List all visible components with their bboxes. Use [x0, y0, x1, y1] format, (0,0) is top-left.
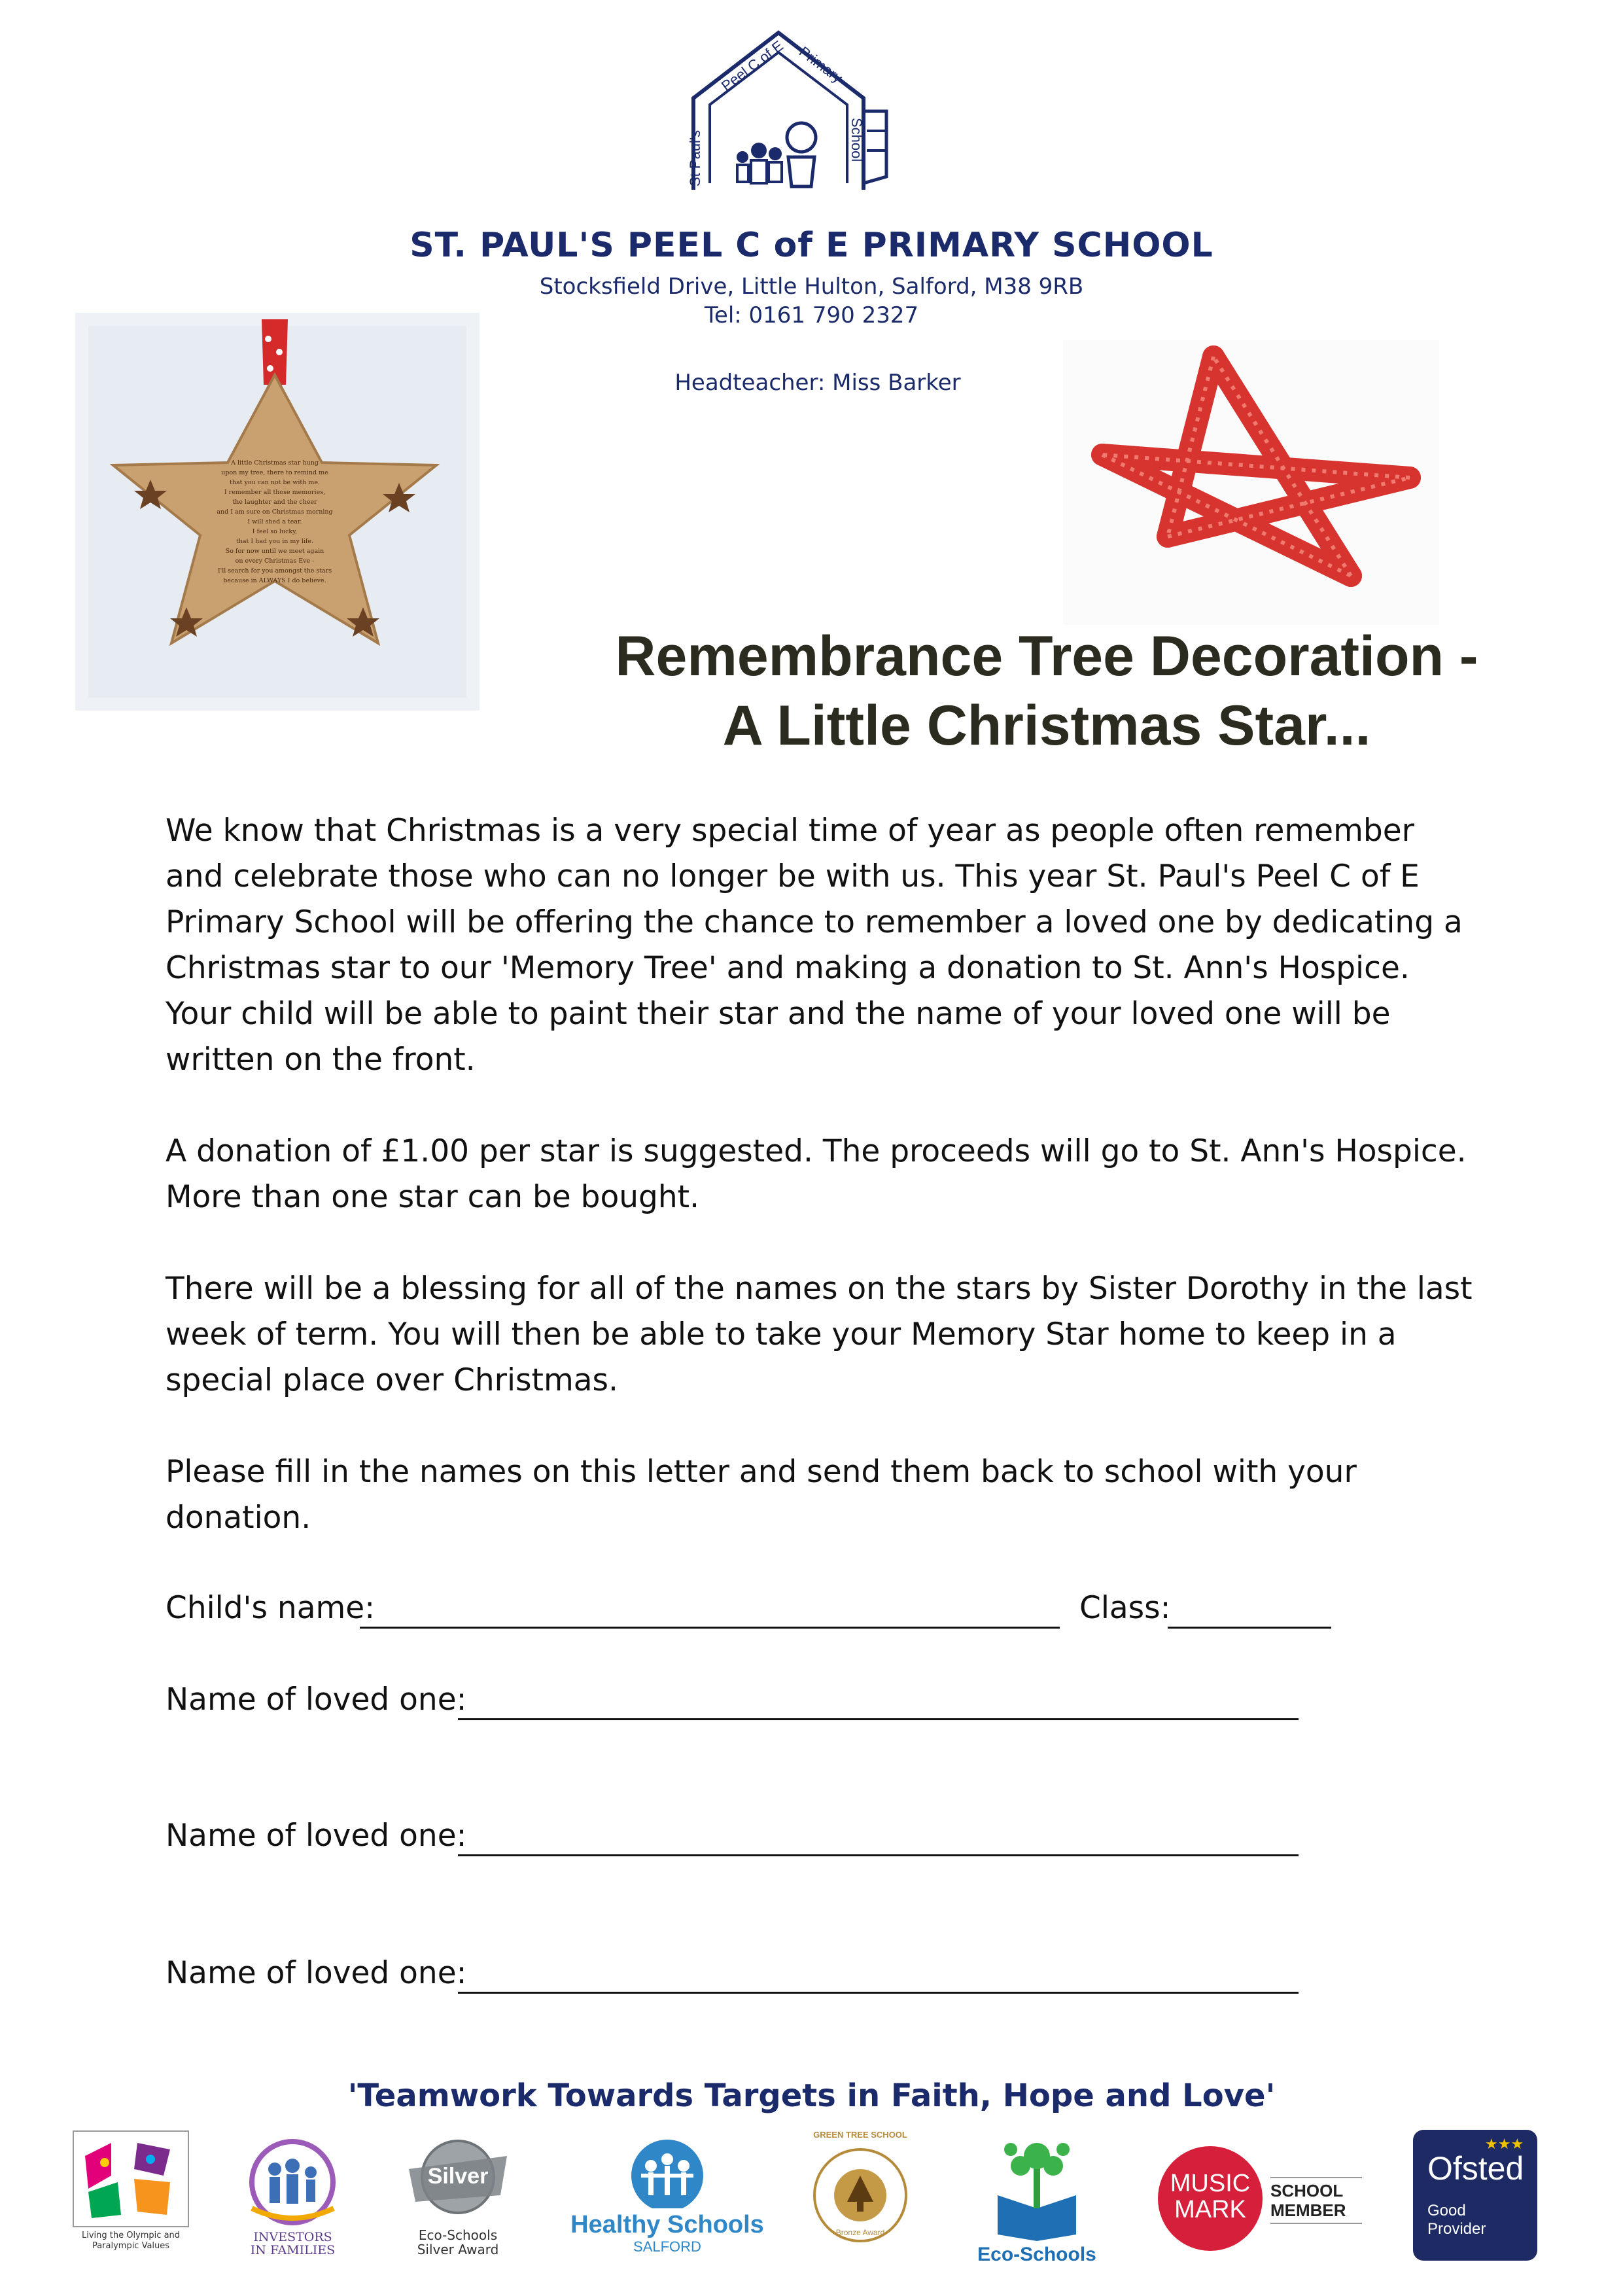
- school-address: Stocksfield Drive, Little Hulton, Salford, M38 9RB: [539, 274, 1084, 300]
- headteacher: Headteacher: Miss Barker: [674, 370, 961, 396]
- loved-one-label-2: Name of loved one:: [166, 1818, 467, 1854]
- iif-caption: [239, 2231, 347, 2257]
- plaque-poem-line: because in ALWAYS I do believe.: [223, 577, 326, 584]
- loved-one-line-2[interactable]: [458, 1854, 1299, 1856]
- school-telephone: Tel: 0161 790 2327: [704, 302, 919, 328]
- ofsted-rating-line-2: Provider: [1427, 2220, 1486, 2238]
- wooden-star-plaque-image: [75, 313, 480, 711]
- green-tree-badge-graphic: [808, 2130, 913, 2261]
- ofsted-rating: [1427, 2202, 1486, 2238]
- school-member-text: [1270, 2177, 1362, 2224]
- silver-badge-graphic: [396, 2130, 520, 2228]
- plaque-poem-line: upon my tree, there to remind me: [221, 469, 328, 476]
- school-member-line-2: MEMBER: [1270, 2200, 1346, 2220]
- ofsted-rating-line-1: Good: [1427, 2202, 1466, 2219]
- child-name-label: Child's name:: [166, 1590, 375, 1626]
- plaque-poem-line: I will shed a tear.: [247, 518, 302, 525]
- logo-text-left: St Paul's: [687, 130, 703, 186]
- green-tree-text: GREEN TREE SCHOOL: [813, 2130, 907, 2140]
- school-motto: 'Teamwork Towards Targets in Faith, Hope and Love': [347, 2077, 1276, 2114]
- silver-badge-text: Silver: [427, 2164, 489, 2189]
- iif-caption-line-1: INVESTORS: [253, 2230, 332, 2244]
- title-line-1: Remembrance Tree Decoration -: [615, 625, 1478, 688]
- paragraph-blessing: There will be a blessing for all of the names on the stars by Sister Dorothy in the last week of term. You will then be able to take your Memory Star home to keep in a special place over Christmas.: [166, 1271, 1473, 1398]
- plaque-poem-line: I'll search for you amongst the stars: [217, 567, 332, 574]
- green-tree-award: Bronze Award: [835, 2228, 885, 2237]
- eco-silver-caption: [396, 2228, 520, 2257]
- plaque-poem-line: and I am sure on Christmas morning: [217, 508, 333, 516]
- green-tree-school-badge: [808, 2130, 913, 2280]
- paragraph-donation: A donation of £1.00 per star is suggested. The proceeds will go to St. Ann's Hospice. More than one star can be bought.: [166, 1133, 1467, 1215]
- class-line[interactable]: [1168, 1627, 1331, 1629]
- eco-silver-caption-line-1: Eco-Schools: [418, 2227, 498, 2243]
- healthy-schools-sub: SALFORD: [633, 2238, 701, 2255]
- plaque-poem-line: I remember all those memories,: [224, 489, 326, 496]
- eco-schools-title: Eco-Schools: [977, 2244, 1096, 2265]
- ofsted-title: Ofsted: [1427, 2150, 1524, 2187]
- plaque-poem-line: A little Christmas star hung: [231, 459, 319, 467]
- plaque-poem: [186, 458, 363, 586]
- paragraph-intro: We know that Christmas is a very special time of year as people often remember and celebrate those who can no longer be with us. This year St. Paul's Peel C of E Primary School will be offering the chance to remember a loved one by dedicating a Christmas star to our 'Memory Tree' and making a donation to St. Ann's Hospice. Your child will be able to paint their star and the name of your loved one will be written on the front.: [166, 813, 1463, 1078]
- music-mark-line-1: MUSIC: [1170, 2170, 1251, 2197]
- logo-text-right: School: [848, 118, 865, 162]
- plaque-poem-line: on every Christmas Eve -: [235, 557, 315, 565]
- letter-title: [471, 622, 1622, 760]
- loved-one-label-1: Name of loved one:: [166, 1682, 467, 1718]
- loved-one-line-3[interactable]: [458, 1992, 1299, 1994]
- logo-text-arc: Primary: [795, 43, 846, 86]
- music-mark-text: [1158, 2170, 1263, 2223]
- paragraph-instructions: Please fill in the names on this letter and send them back to school with your donation.: [166, 1454, 1357, 1536]
- olympic-values-badge: [72, 2130, 190, 2280]
- school-name: ST. PAUL'S PEEL C of E PRIMARY SCHOOL: [410, 226, 1213, 265]
- eco-schools-badge: [971, 2130, 1102, 2280]
- loved-one-line-1[interactable]: [458, 1718, 1299, 1720]
- plaque-poem-line: that I had you in my life.: [236, 538, 314, 545]
- ofsted-good-provider-badge: [1413, 2130, 1537, 2280]
- iif-caption-line-2: IN FAMILIES: [250, 2243, 336, 2257]
- plaque-poem-line: that you can not be with me.: [230, 479, 320, 486]
- plaque-poem-line: So for now until we meet again: [225, 548, 324, 555]
- olympic-badge-caption: Living the Olympic and Paralympic Values: [81, 2231, 181, 2251]
- plaque-poem-line: the laughter and the cheer: [232, 499, 317, 506]
- star-icon: ★★★: [1485, 2136, 1524, 2153]
- music-mark-school-member-badge: [1158, 2130, 1364, 2280]
- plaque-poem-line: I feel so lucky,: [252, 528, 298, 535]
- healthy-schools-salford-badge: [566, 2130, 769, 2280]
- child-name-line[interactable]: [360, 1627, 1060, 1629]
- logo-text-top: Peel C of E: [718, 37, 786, 94]
- eco-silver-caption-line-2: Silver Award: [417, 2242, 499, 2257]
- title-line-2: A Little Christmas Star...: [722, 694, 1371, 757]
- red-stick-star-image: [1063, 340, 1439, 625]
- school-member-line-1: SCHOOL: [1270, 2181, 1344, 2200]
- investors-in-families-badge: [239, 2130, 347, 2280]
- healthy-schools-title: Healthy Schools: [570, 2211, 764, 2238]
- loved-one-label-3: Name of loved one:: [166, 1955, 467, 1991]
- music-mark-line-2: MARK: [1174, 2196, 1246, 2223]
- class-label: Class:: [1079, 1590, 1171, 1626]
- school-logo: [680, 26, 896, 196]
- eco-schools-silver-award-badge: [396, 2130, 520, 2280]
